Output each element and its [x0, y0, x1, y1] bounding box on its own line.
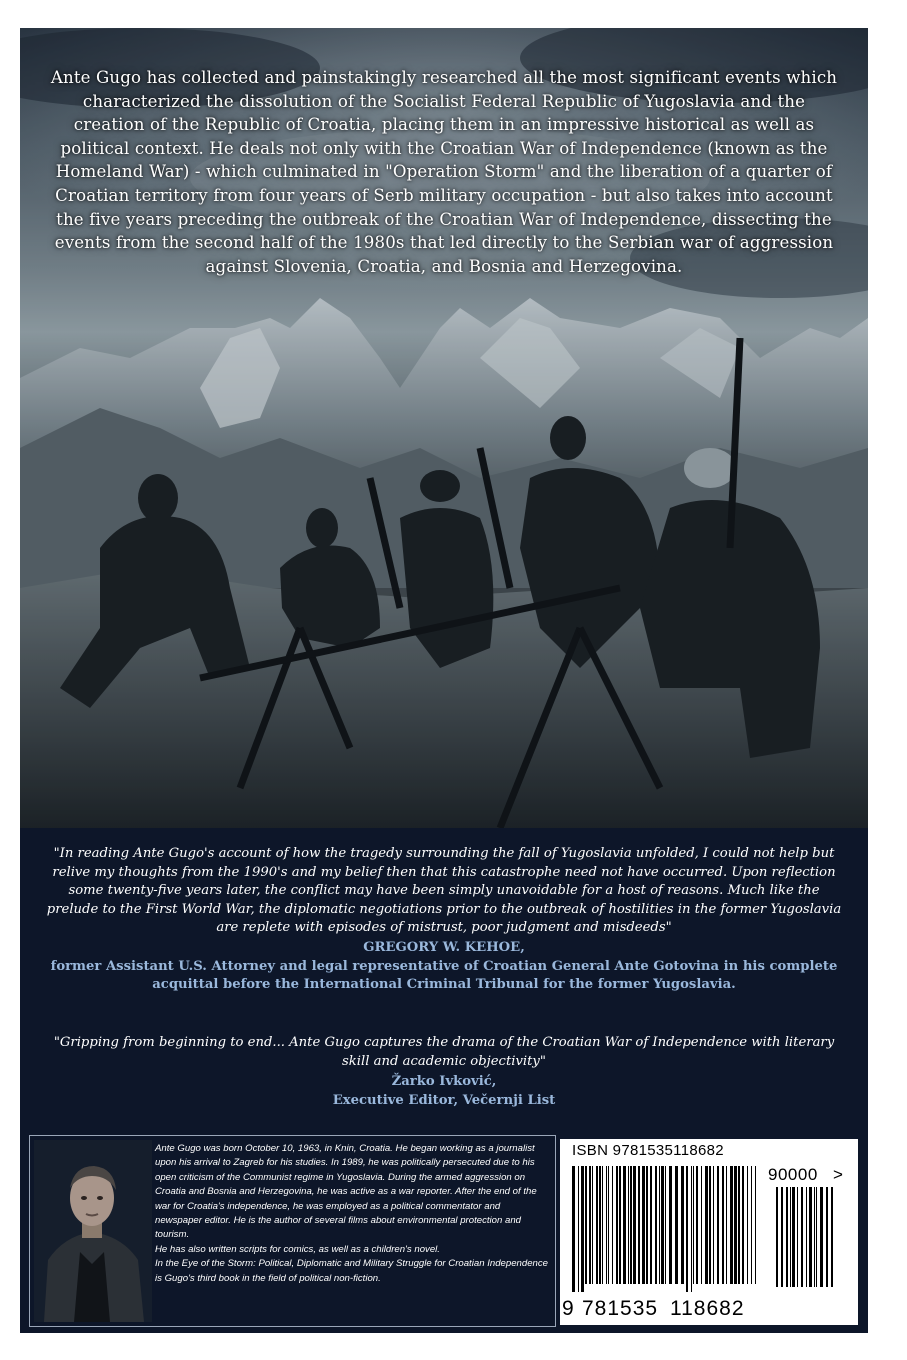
barcode-bar — [806, 1187, 807, 1287]
price-code-value: 90000 — [768, 1165, 818, 1184]
barcode-bar — [722, 1166, 724, 1284]
barcode-bar — [691, 1166, 692, 1292]
barcode-bar — [730, 1166, 733, 1284]
price-barcode — [774, 1187, 836, 1295]
author-box — [29, 1135, 556, 1327]
reviewer-name: GREGORY W. KEHOE, — [363, 940, 525, 955]
barcode-bar — [633, 1166, 636, 1284]
bio-paragraph: He has also written scripts for comics, as well as a children's novel. — [155, 1243, 440, 1255]
price-code — [768, 1165, 843, 1185]
barcode-bar — [661, 1166, 664, 1284]
barcode-bar — [797, 1187, 798, 1287]
barcode-bar — [681, 1166, 684, 1284]
barcode-bar — [642, 1166, 645, 1284]
barcode-bar — [655, 1166, 657, 1284]
barcode-bar — [693, 1166, 694, 1284]
review-quote-kehoe: "In reading Ante Gugo's account of how the tragedy surrounding the fall of Yugoslavia unfolded, I could not help but relive my thoughts from the 1990's and my belief then that this catastrophe need not have occurred. Upon reflection some twenty-five years later, the conflict may have been simply unavoidable for a host of reasons. Much like the prelude to the First World War, the diplomatic negotiations prior to the outbreak of hostilities in the former Yugoslavia are replete with episodes of mistrust, poor judgment and misdeeds" — [46, 846, 842, 936]
barcode-digit-group1: 781535 — [582, 1297, 659, 1320]
barcode-bar — [801, 1187, 803, 1287]
reviewer-name: Žarko Ivković, — [391, 1074, 497, 1089]
bio-paragraph: Ante Gugo was born October 10, 1963, in Knin, Croatia. He began working as a journalist upon his arrival to Zagreb for his studies. In 1989, he was politically persecuted due to his open criticism of the Communist regime in Yugoslavia. During the armed aggression on Croatia and Bosnia and Herzegovina, he was active as a war reporter. After the end of the war for Croatia's independence, he was employed as a political commentator and newspaper editor. He is the author of several films about environmental protection and tourism. — [155, 1143, 537, 1241]
barcode-bar — [630, 1166, 632, 1284]
barcode-bar — [696, 1166, 698, 1284]
barcode-bar — [786, 1187, 788, 1287]
barcode-bar — [659, 1166, 660, 1284]
barcode-bar — [599, 1166, 601, 1284]
bio-paragraph: In the Eye of the Storm: Political, Diplomatic and Military Struggle for Croatian Independence is Gugo's third book in the field of political non-fiction. — [155, 1258, 549, 1284]
barcode-bar — [665, 1166, 666, 1284]
barcode-bar — [602, 1166, 603, 1284]
barcode-bar — [608, 1166, 609, 1284]
barcode-bar — [686, 1166, 688, 1292]
barcode-bar — [747, 1166, 748, 1284]
barcode-bar — [669, 1166, 672, 1284]
author-bio — [155, 1142, 549, 1286]
barcode-bar — [713, 1166, 714, 1284]
barcode-bar — [816, 1187, 817, 1287]
barcode-bar — [612, 1166, 613, 1284]
barcode-bar — [578, 1166, 579, 1292]
barcode-bar — [675, 1166, 678, 1284]
barcode-bar — [717, 1166, 719, 1284]
barcode-bar — [585, 1166, 587, 1284]
barcode-bar — [572, 1166, 575, 1292]
barcode-bar — [638, 1166, 640, 1284]
reviews-section — [20, 828, 868, 1128]
barcode-bar — [831, 1187, 833, 1287]
barcode-bar — [646, 1166, 648, 1284]
barcode-bar — [616, 1166, 618, 1284]
barcode-bar — [606, 1166, 607, 1284]
barcode-bar — [751, 1166, 752, 1284]
barcode-bar — [734, 1166, 737, 1284]
barcode-bar — [709, 1166, 711, 1284]
barcode-bar — [705, 1166, 708, 1284]
barcode-bar — [592, 1166, 593, 1284]
barcode-box — [560, 1139, 858, 1325]
review-attribution-kehoe — [40, 939, 848, 995]
barcode-bar — [742, 1166, 744, 1284]
cover-photo — [20, 28, 868, 828]
barcode-bar — [623, 1166, 626, 1284]
barcode-bar — [701, 1166, 702, 1284]
barcode-bar — [781, 1187, 783, 1287]
barcode-digit-group2: 118682 — [670, 1297, 745, 1320]
barcode-bar — [814, 1187, 815, 1287]
barcode-digit-first: 9 — [562, 1297, 575, 1320]
ean-barcode — [570, 1166, 760, 1298]
barcode-bar — [738, 1166, 740, 1284]
barcode-bar — [809, 1187, 812, 1287]
barcode-bar — [726, 1166, 727, 1284]
author-photo — [34, 1140, 152, 1322]
barcode-bar — [650, 1166, 652, 1284]
barcode-bar — [755, 1166, 756, 1284]
barcode-bar — [790, 1187, 791, 1287]
barcode-bar — [596, 1166, 598, 1284]
review-quote-ivkovic: "Gripping from beginning to end... Ante Gugo captures the drama of the Croatian War of Independence with literary skill and academic objectivity" — [53, 1035, 835, 1069]
review-attribution-ivkovic — [40, 1073, 848, 1110]
barcode-bar — [826, 1187, 828, 1287]
back-cover — [20, 28, 868, 1333]
isbn-label: ISBN 9781535118682 — [572, 1142, 724, 1159]
price-code-marker: > — [833, 1165, 844, 1184]
barcode-bar — [820, 1187, 823, 1287]
barcode-bar — [776, 1187, 778, 1287]
reviewer-title: former Assistant U.S. Attorney and legal representative of Croatian General Ante Gotovina in his complete acquittal before the International Criminal Tribunal for the former Yugoslavia. — [50, 958, 838, 993]
barcode-bar — [581, 1166, 584, 1292]
barcode-bar — [589, 1166, 591, 1284]
reviewer-title: Executive Editor, Večernji List — [332, 1092, 556, 1108]
barcode-bar — [792, 1187, 795, 1287]
barcode-bar — [619, 1166, 621, 1284]
book-blurb: Ante Gugo has collected and painstakingly researched all the most significant events which characterized the dissolution of the Socialist Federal Republic of Yugoslavia and the creation of the Republic of Croatia, placing them in an impressive historical as well as political context. He deals not only with the Croatian War of Independence (known as the Homeland War) - which culminated in "Operation Storm" and the liberation of a quarter of Croatian territory from four years of Serb military occupation - but also takes into account the five years preceding the outbreak of the Croatian War of Independence, dissecting the events from the second half of the 1980s that led directly to the Serbian war of aggression against Slovenia, Croatia, and Bosnia and Herzegovina. — [50, 68, 838, 276]
barcode-bar — [628, 1166, 629, 1284]
